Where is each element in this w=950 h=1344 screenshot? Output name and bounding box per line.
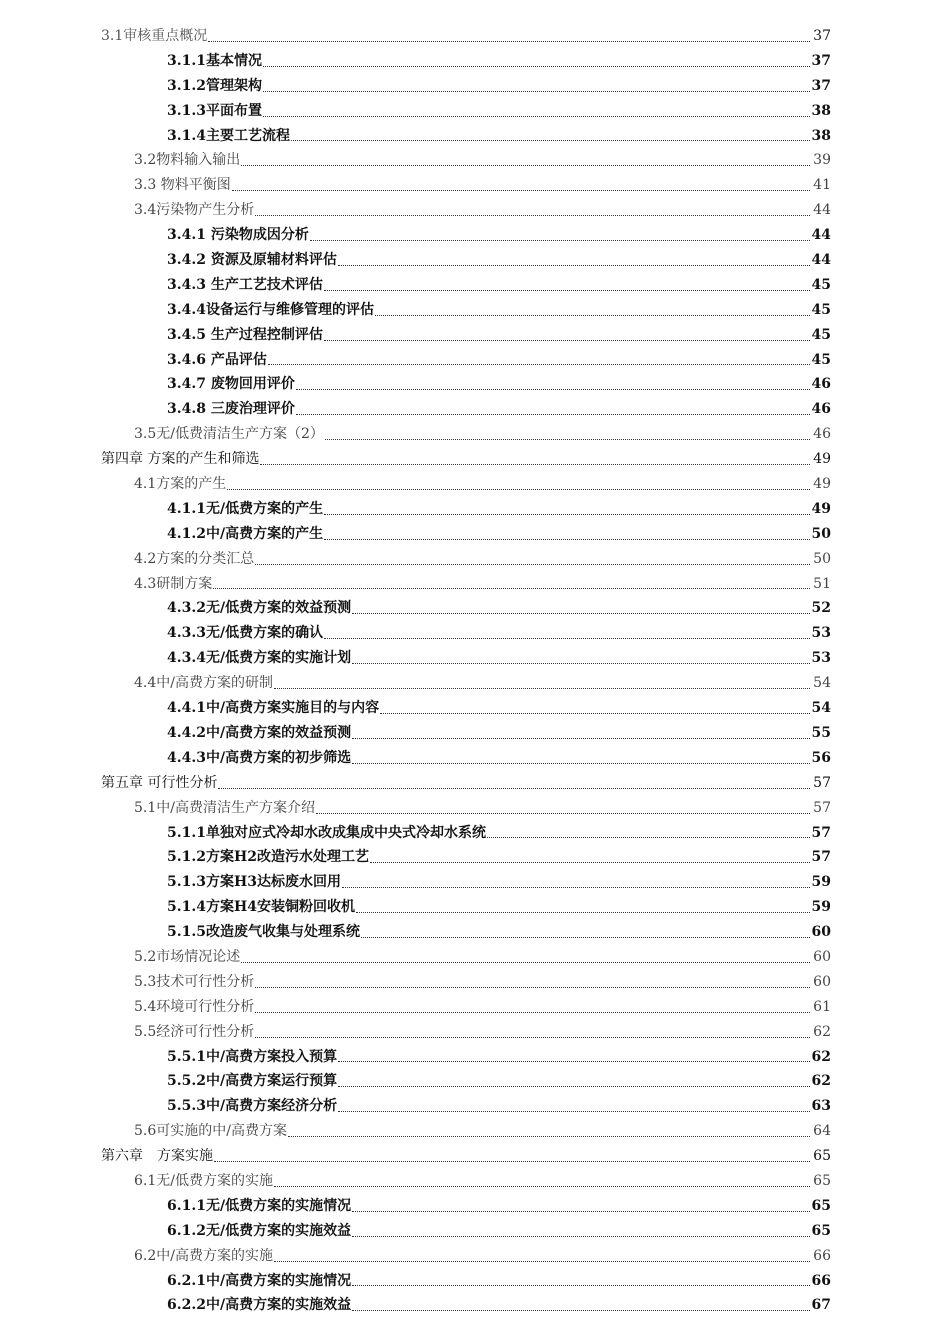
toc-entry-title: 4.3.4无/低费方案的实施计划 xyxy=(167,650,352,667)
toc-page-number: 63 xyxy=(811,1098,831,1115)
toc-entry-title: 3.4污染物产生分析 xyxy=(134,202,255,219)
toc-entry-title: 3.3 物料平衡图 xyxy=(134,177,231,194)
toc-entry[interactable] xyxy=(0,422,831,447)
toc-dot-leader xyxy=(324,539,810,540)
toc-dot-leader xyxy=(255,564,810,565)
toc-page-number: 52 xyxy=(811,600,831,617)
toc-dot-leader xyxy=(241,165,810,166)
toc-entry-title: 6.1.2无/低费方案的实施效益 xyxy=(167,1222,352,1239)
toc-entry[interactable] xyxy=(0,124,831,149)
toc-dot-leader xyxy=(268,364,810,365)
table-of-contents xyxy=(0,24,950,1318)
toc-dot-leader xyxy=(263,66,810,67)
toc-entry-title: 3.4.2 资源及原辅材料评估 xyxy=(167,252,337,269)
toc-page-number: 46 xyxy=(811,401,831,418)
toc-dot-leader xyxy=(255,1037,810,1038)
toc-dot-leader xyxy=(324,290,810,291)
toc-page-number: 45 xyxy=(811,351,831,368)
toc-dot-leader xyxy=(232,190,810,191)
toc-dot-leader xyxy=(338,1061,810,1062)
toc-entry[interactable] xyxy=(0,870,831,895)
toc-entry[interactable] xyxy=(0,721,831,746)
toc-entry-title: 4.4中/高费方案的研制 xyxy=(134,675,273,692)
toc-entry-title: 第六章 方案实施 xyxy=(101,1148,213,1165)
toc-entry[interactable] xyxy=(0,1069,831,1094)
toc-entry[interactable] xyxy=(0,1269,831,1294)
toc-page-number: 53 xyxy=(811,625,831,642)
toc-entry-title: 4.4.2中/高费方案的效益预测 xyxy=(167,724,352,741)
toc-dot-leader xyxy=(342,887,810,888)
toc-page-number: 46 xyxy=(813,426,831,443)
toc-page-number: 46 xyxy=(811,376,831,393)
toc-dot-leader xyxy=(338,265,810,266)
toc-entry-title: 5.2市场情况论述 xyxy=(134,948,241,965)
toc-page-number: 64 xyxy=(813,1123,831,1140)
toc-entry[interactable] xyxy=(0,621,831,646)
toc-page-number: 62 xyxy=(811,1048,831,1065)
toc-entry-title: 3.1.3平面布置 xyxy=(167,102,262,119)
toc-entry[interactable] xyxy=(0,646,831,671)
toc-dot-leader xyxy=(361,937,810,938)
toc-entry-title: 3.4.7 废物回用评价 xyxy=(167,376,295,393)
toc-entry[interactable] xyxy=(0,1144,831,1169)
toc-dot-leader xyxy=(291,140,810,141)
toc-entry-title: 5.1.1单独对应式冷却水改成集成中央式冷却水系统 xyxy=(167,824,486,841)
toc-entry[interactable] xyxy=(0,323,831,348)
toc-page-number: 60 xyxy=(811,924,831,941)
toc-entry-title: 5.6可实施的中/高费方案 xyxy=(134,1123,287,1140)
toc-entry-title: 6.2中/高费方案的实施 xyxy=(134,1247,273,1264)
toc-entry[interactable] xyxy=(0,547,831,572)
toc-entry-title: 5.1.4方案H4安装铜粉回收机 xyxy=(167,899,355,916)
toc-entry-title: 3.5无/低费清洁生产方案（2） xyxy=(134,426,324,443)
toc-entry[interactable] xyxy=(0,1219,831,1244)
toc-entry-title: 第五章 可行性分析 xyxy=(101,774,218,791)
toc-dot-leader xyxy=(352,1310,810,1311)
toc-page-number: 38 xyxy=(811,102,831,119)
toc-dot-leader xyxy=(263,116,810,117)
toc-page-number: 67 xyxy=(811,1297,831,1314)
toc-entry-title: 3.1审核重点概况 xyxy=(101,28,208,44)
toc-entry[interactable] xyxy=(0,298,831,323)
toc-entry[interactable] xyxy=(0,372,831,397)
toc-page-number: 57 xyxy=(813,774,831,791)
toc-page-number: 54 xyxy=(813,675,831,692)
toc-entry-title: 4.4.1中/高费方案实施目的与内容 xyxy=(167,700,380,717)
toc-page-number: 60 xyxy=(813,948,831,965)
toc-entry[interactable] xyxy=(0,696,831,721)
toc-page-number: 50 xyxy=(811,525,831,542)
toc-entry-title: 3.4.3 生产工艺技术评估 xyxy=(167,276,323,293)
toc-page-number: 55 xyxy=(811,724,831,741)
toc-dot-leader xyxy=(487,837,810,838)
toc-entry-title: 5.1.5改造废气收集与处理系统 xyxy=(167,924,360,941)
toc-dot-leader xyxy=(218,788,810,789)
toc-entry[interactable] xyxy=(0,746,831,771)
toc-entry-title: 5.1.2方案H2改造污水处理工艺 xyxy=(167,849,369,866)
toc-dot-leader xyxy=(370,862,810,863)
toc-page-number: 37 xyxy=(811,52,831,69)
toc-entry-title: 4.2方案的分类汇总 xyxy=(134,550,255,567)
toc-entry-title: 4.1.1无/低费方案的产生 xyxy=(167,500,324,517)
toc-page-number: 37 xyxy=(813,28,831,44)
toc-dot-leader xyxy=(352,738,810,739)
toc-dot-leader xyxy=(338,1086,810,1087)
toc-page-number: 49 xyxy=(811,500,831,517)
toc-entry[interactable] xyxy=(0,995,831,1020)
toc-entry[interactable] xyxy=(0,522,831,547)
toc-page-number: 59 xyxy=(811,899,831,916)
toc-entry[interactable] xyxy=(0,497,831,522)
toc-page-number: 65 xyxy=(811,1197,831,1214)
toc-entry[interactable] xyxy=(0,771,831,796)
toc-entry[interactable] xyxy=(0,99,831,124)
toc-entry[interactable] xyxy=(0,945,831,970)
toc-page-number: 45 xyxy=(811,301,831,318)
toc-dot-leader xyxy=(213,588,810,589)
toc-dot-leader xyxy=(227,489,810,490)
toc-entry[interactable] xyxy=(0,1020,831,1045)
toc-dot-leader xyxy=(296,389,810,390)
toc-page-number: 66 xyxy=(813,1247,831,1264)
toc-entry-title: 6.1.1无/低费方案的实施情况 xyxy=(167,1197,352,1214)
toc-entry-title: 5.5经济可行性分析 xyxy=(134,1023,255,1040)
toc-dot-leader xyxy=(296,414,810,415)
toc-page-number: 38 xyxy=(811,127,831,144)
toc-page-number: 44 xyxy=(811,227,831,244)
toc-entry-title: 3.4.8 三废治理评价 xyxy=(167,401,295,418)
toc-entry[interactable] xyxy=(0,1094,831,1119)
toc-entry[interactable] xyxy=(0,1244,831,1269)
toc-page-number: 44 xyxy=(811,252,831,269)
toc-page-number: 61 xyxy=(813,998,831,1015)
toc-entry-title: 5.5.2中/高费方案运行预算 xyxy=(167,1073,338,1090)
toc-entry-title: 3.1.1基本情况 xyxy=(167,52,262,69)
toc-page-number: 56 xyxy=(811,749,831,766)
toc-entry-title: 4.1方案的产生 xyxy=(134,476,227,493)
toc-dot-leader xyxy=(288,1136,810,1137)
toc-page-number: 59 xyxy=(811,874,831,891)
toc-dot-leader xyxy=(352,1285,810,1286)
toc-dot-leader xyxy=(324,514,810,515)
toc-entry-title: 4.4.3中/高费方案的初步筛选 xyxy=(167,749,352,766)
toc-page-number: 65 xyxy=(813,1172,831,1189)
toc-entry-title: 4.1.2中/高费方案的产生 xyxy=(167,525,324,542)
toc-dot-leader xyxy=(324,638,810,639)
toc-page-number: 45 xyxy=(811,326,831,343)
toc-dot-leader xyxy=(255,215,810,216)
toc-entry[interactable] xyxy=(0,24,831,49)
toc-entry-title: 5.5.1中/高费方案投入预算 xyxy=(167,1048,338,1065)
toc-entry[interactable] xyxy=(0,198,831,223)
toc-dot-leader xyxy=(274,688,810,689)
toc-entry-title: 第四章 方案的产生和筛选 xyxy=(101,451,260,468)
toc-page-number: 50 xyxy=(813,550,831,567)
toc-entry-title: 6.2.1中/高费方案的实施情况 xyxy=(167,1272,352,1289)
toc-entry[interactable] xyxy=(0,671,831,696)
toc-entry[interactable] xyxy=(0,173,831,198)
toc-entry[interactable] xyxy=(0,796,831,821)
toc-page-number: 57 xyxy=(813,799,831,816)
toc-page-number: 62 xyxy=(813,1023,831,1040)
toc-page-number: 41 xyxy=(813,177,831,194)
toc-entry[interactable] xyxy=(0,49,831,74)
toc-page-number: 39 xyxy=(813,152,831,169)
toc-dot-leader xyxy=(352,1236,810,1237)
toc-dot-leader xyxy=(260,464,810,465)
toc-entry-title: 4.3研制方案 xyxy=(134,575,213,592)
toc-entry[interactable] xyxy=(0,1169,831,1194)
toc-dot-leader xyxy=(255,1012,810,1013)
toc-entry-title: 3.4.5 生产过程控制评估 xyxy=(167,326,323,343)
toc-entry[interactable] xyxy=(0,447,831,472)
toc-page-number: 57 xyxy=(811,849,831,866)
toc-page-number: 49 xyxy=(813,451,831,468)
toc-entry[interactable] xyxy=(0,920,831,945)
toc-entry-title: 5.3技术可行性分析 xyxy=(134,973,255,990)
toc-entry-title: 3.4.1 污染物成因分析 xyxy=(167,227,309,244)
toc-entry[interactable] xyxy=(0,397,831,422)
toc-page-number: 45 xyxy=(811,276,831,293)
toc-page-number: 37 xyxy=(811,77,831,94)
toc-dot-leader xyxy=(325,439,810,440)
toc-dot-leader xyxy=(352,1211,810,1212)
toc-page-number: 65 xyxy=(811,1222,831,1239)
toc-dot-leader xyxy=(208,41,810,42)
toc-page-number: 60 xyxy=(813,973,831,990)
toc-entry[interactable] xyxy=(0,223,831,248)
toc-entry[interactable] xyxy=(0,273,831,298)
toc-entry-title: 5.1.3方案H3达标废水回用 xyxy=(167,874,341,891)
toc-dot-leader xyxy=(352,663,810,664)
toc-dot-leader xyxy=(324,340,810,341)
toc-entry[interactable] xyxy=(0,1119,831,1144)
toc-page-number: 49 xyxy=(813,476,831,493)
toc-page-number: 53 xyxy=(811,650,831,667)
toc-dot-leader xyxy=(214,1161,810,1162)
toc-entry-title: 6.1无/低费方案的实施 xyxy=(134,1172,273,1189)
toc-entry-title: 3.1.2管理架构 xyxy=(167,77,262,94)
toc-page-number: 44 xyxy=(813,202,831,219)
toc-entry-title: 5.5.3中/高费方案经济分析 xyxy=(167,1098,338,1115)
toc-dot-leader xyxy=(338,1111,810,1112)
toc-dot-leader xyxy=(274,1186,810,1187)
toc-entry-title: 3.4.6 产品评估 xyxy=(167,351,267,368)
toc-page-number: 51 xyxy=(813,575,831,592)
toc-entry[interactable] xyxy=(0,472,831,497)
toc-entry[interactable] xyxy=(0,348,831,373)
toc-dot-leader xyxy=(263,91,810,92)
toc-entry[interactable] xyxy=(0,572,831,597)
toc-entry[interactable] xyxy=(0,845,831,870)
toc-dot-leader xyxy=(316,813,810,814)
toc-dot-leader xyxy=(352,613,810,614)
toc-entry[interactable] xyxy=(0,248,831,273)
toc-page-number: 65 xyxy=(813,1148,831,1165)
toc-dot-leader xyxy=(274,1261,810,1262)
toc-entry-title: 3.1.4主要工艺流程 xyxy=(167,127,290,144)
toc-dot-leader xyxy=(310,240,810,241)
toc-entry[interactable] xyxy=(0,596,831,621)
toc-entry[interactable] xyxy=(0,821,831,846)
toc-entry-title: 6.2.2中/高费方案的实施效益 xyxy=(167,1297,352,1314)
toc-entry[interactable] xyxy=(0,970,831,995)
toc-page-number: 57 xyxy=(811,824,831,841)
toc-entry[interactable] xyxy=(0,1194,831,1219)
toc-entry[interactable] xyxy=(0,895,831,920)
toc-page-number: 54 xyxy=(811,700,831,717)
toc-entry-title: 5.1中/高费清洁生产方案介绍 xyxy=(134,799,315,816)
toc-entry[interactable] xyxy=(0,1293,831,1318)
toc-page-number: 66 xyxy=(811,1272,831,1289)
toc-entry-title: 3.4.4设备运行与维修管理的评估 xyxy=(167,301,374,318)
toc-dot-leader xyxy=(380,713,810,714)
toc-dot-leader xyxy=(375,315,810,316)
toc-entry-title: 3.2物料输入输出 xyxy=(134,152,241,169)
toc-dot-leader xyxy=(255,987,810,988)
toc-entry[interactable] xyxy=(0,1045,831,1070)
toc-entry-title: 4.3.2无/低费方案的效益预测 xyxy=(167,600,352,617)
toc-dot-leader xyxy=(241,962,810,963)
toc-entry[interactable] xyxy=(0,148,831,173)
toc-dot-leader xyxy=(356,912,810,913)
toc-page-number: 62 xyxy=(811,1073,831,1090)
toc-entry-title: 5.4环境可行性分析 xyxy=(134,998,255,1015)
toc-entry-title: 4.3.3无/低费方案的确认 xyxy=(167,625,324,642)
toc-entry[interactable] xyxy=(0,74,831,99)
toc-dot-leader xyxy=(352,763,810,764)
